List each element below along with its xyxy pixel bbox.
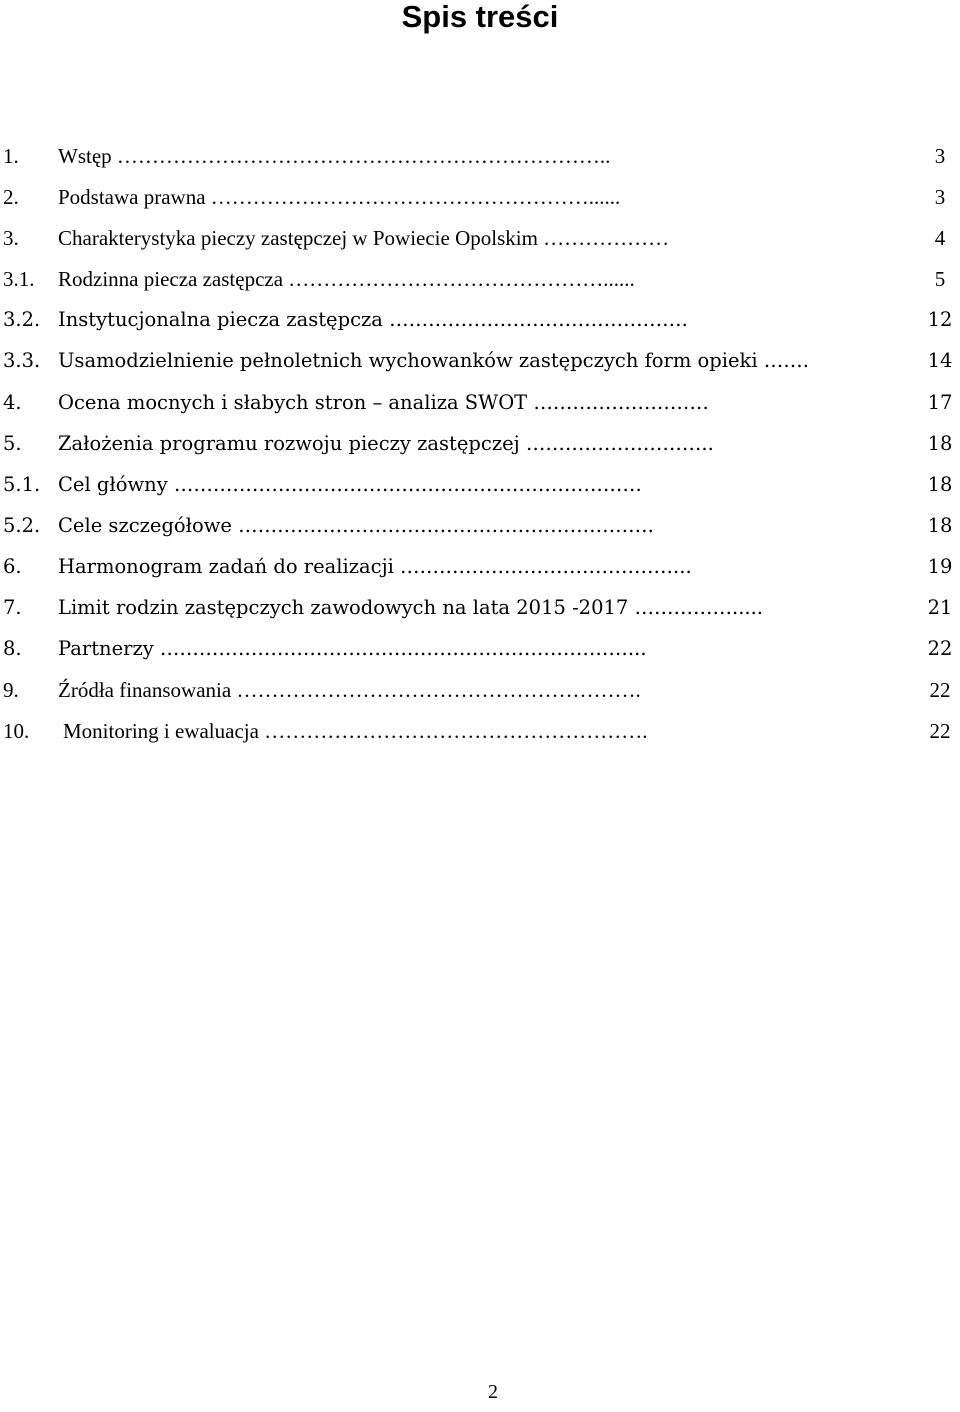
toc-entry-number: 7.: [3, 596, 22, 620]
toc-entry-page: 4: [934, 226, 946, 251]
toc-entry-5[interactable]: [0, 429, 960, 470]
toc-entry-page: 12: [927, 308, 953, 332]
toc-entry-number: 5.: [3, 431, 22, 455]
toc-entry-9[interactable]: [0, 675, 960, 716]
toc-entry-title: Usamodzielnienie pełnoletnich wychowanków zastępczych form opieki …….: [58, 349, 809, 373]
toc-entry-page: 22: [929, 719, 951, 744]
toc-entry-title: Ocena mocnych i słabych stron – analiza SWOT ………………………: [58, 390, 709, 414]
toc-entry-page: 19: [927, 554, 953, 578]
toc-entry-3-2[interactable]: [0, 305, 960, 346]
toc-entry-title: Rodzinna piecza zastępcza ………………………………………......: [58, 267, 635, 292]
page-number: 2: [488, 1381, 498, 1403]
toc-entry-1[interactable]: [0, 141, 960, 182]
toc-entry-title: Monitoring i ewaluacja ……………………………………………….: [63, 719, 648, 744]
toc-entry-page: 22: [927, 637, 953, 661]
toc-entry-page: 18: [927, 431, 953, 455]
toc-entry-number: 3.3.: [3, 349, 41, 373]
toc-entry-page: 14: [927, 349, 953, 373]
toc-entry-5-1[interactable]: [0, 470, 960, 511]
toc-entry-number: 1.: [3, 144, 19, 168]
toc-entry-10[interactable]: [0, 716, 960, 757]
toc-entry-3-1[interactable]: [0, 264, 960, 305]
toc-entry-title: Limit rodzin zastępczych zawodowych na lata 2015 -2017 …………….....: [58, 596, 763, 620]
toc-entry-page: 22: [929, 678, 951, 703]
toc-entry-title: Wstęp ……………………………………………………………..: [58, 144, 611, 168]
toc-entry-7[interactable]: [0, 593, 960, 634]
toc-entry-title: Założenia programu rozwoju pieczy zastępczej ………………………..: [58, 431, 714, 455]
toc-entry-number: 4.: [3, 390, 22, 414]
toc-entry-page: 21: [927, 596, 953, 620]
toc-entry-number: 3.2.: [3, 308, 41, 332]
toc-entry-3[interactable]: [0, 223, 960, 264]
toc-entry-4[interactable]: [0, 388, 960, 429]
toc-entry-8[interactable]: [0, 634, 960, 675]
toc-entry-page: 3: [934, 144, 946, 168]
toc-entry-number: 3.: [3, 226, 19, 251]
toc-entry-number: 2.: [3, 185, 19, 210]
toc-entry-number: 5.1.: [3, 472, 41, 496]
toc-entry-title: Podstawa prawna ………………………………………………......: [58, 185, 621, 210]
toc-entry-page: 3: [934, 185, 946, 210]
toc-entry-page: 18: [927, 472, 953, 496]
table-of-contents: [0, 141, 960, 757]
toc-entry-page: 5: [934, 267, 946, 292]
toc-entry-title: Źródła finansowania ………………………………………………….: [58, 678, 641, 703]
toc-entry-title: Cele szczegółowe ……………………………………………………….: [58, 513, 654, 537]
toc-entry-number: 10.: [3, 719, 30, 744]
toc-entry-title: Cel główny ………………………………………………………………: [58, 472, 642, 496]
toc-entry-6[interactable]: [0, 552, 960, 593]
page-title: Spis treści: [401, 0, 559, 34]
toc-entry-page: 18: [927, 513, 953, 537]
toc-entry-number: 9.: [3, 678, 19, 703]
toc-entry-3-3[interactable]: [0, 346, 960, 387]
toc-entry-2[interactable]: [0, 182, 960, 223]
toc-entry-5-2[interactable]: [0, 511, 960, 552]
toc-entry-number: 5.2.: [3, 513, 41, 537]
toc-entry-title: Harmonogram zadań do realizacji ……………………………………...: [58, 554, 692, 578]
toc-entry-number: 3.1.: [3, 267, 35, 292]
toc-entry-title: Partnerzy ………………………………………………………………...: [58, 637, 647, 661]
toc-entry-page: 17: [927, 390, 953, 414]
toc-entry-title: Instytucjonalna piecza zastępcza ……………………………………….: [58, 308, 688, 332]
toc-entry-title: Charakterystyka pieczy zastępczej w Powiecie Opolskim ………………: [58, 226, 670, 251]
toc-entry-number: 8.: [3, 637, 22, 661]
toc-entry-number: 6.: [3, 554, 22, 578]
